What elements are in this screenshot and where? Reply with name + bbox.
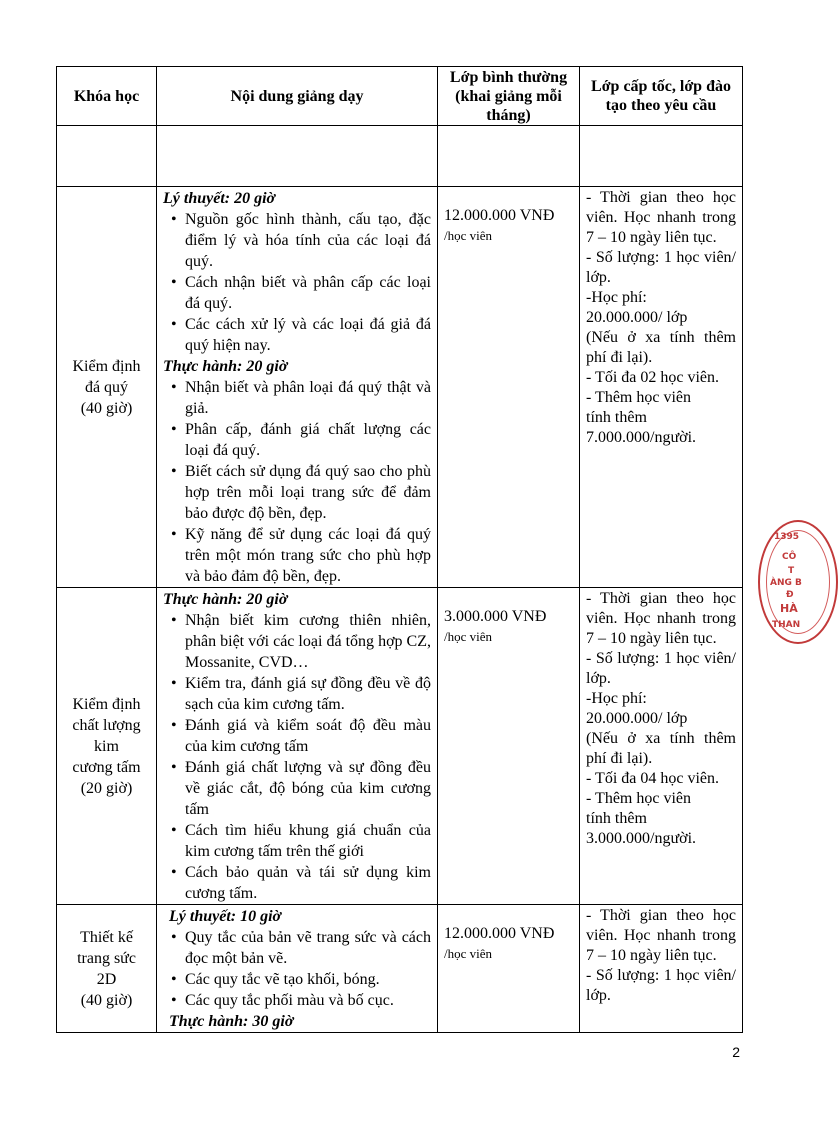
content-list [163,610,431,904]
table-row-empty [57,126,743,187]
detail-line: - Thêm học viên [586,790,692,807]
detail-line: - Thời gian theo học viên. Học nhanh trong 7 – 10 ngày liên tục. [586,590,736,647]
list-item: • Đánh giá chất lượng và sự đồng đều về giác cắt, độ bóng của kim cương tấm [173,757,431,820]
list-item: • Kỹ năng để sử dụng các loại đá quý trên một món trang sức cho phù hợp và bảo đảm độ bền, đẹp. [173,524,431,587]
list-item: • Cách nhận biết và phân cấp các loại đá quý. [173,272,431,314]
detail-line: - Số lượng: 1 học viên/ lớp. [586,650,736,687]
table-header-row [57,67,743,126]
detail-line: 20.000.000/ lớp [586,309,688,326]
detail-line: - Số lượng: 1 học viên/ lớp. [586,967,736,1004]
detail-line: - Số lượng: 1 học viên/ lớp. [586,249,736,286]
price-value: 3.000.000 VNĐ [444,608,547,625]
section-title: Thực hành: 20 giờ [163,591,288,608]
detail-line: - Tối đa 02 học viên. [586,369,720,386]
detail-line: - Thời gian theo học viên. Học nhanh trong 7 – 10 ngày liên tục. [586,189,736,246]
detail-line: 7.000.000/người. [586,429,697,446]
list-item: • Nhận biết kim cương thiên nhiên, phân biệt với các loại đá tổng hợp CZ, Mossanite, CVD… [173,610,431,673]
table-row [57,905,743,1033]
section-title: Lý thuyết: 20 giờ [163,190,276,207]
section-title: Lý thuyết: 10 giờ [169,908,282,925]
course-content [157,905,438,1033]
table-row [57,187,743,588]
table-row [57,588,743,905]
detail-line: 20.000.000/ lớp [586,710,688,727]
detail-line: (Nếu ở xa tính thêm phí đi lại). [586,329,736,366]
list-item: • Đánh giá và kiểm soát độ đều màu của kim cương tấm [173,715,431,757]
header-express-class: Lớp cấp tốc, lớp đào tạo theo yêu cầu [580,67,743,126]
express-details [580,905,743,1033]
list-item: • Kiểm tra, đánh giá sự đồng đều về độ sạch của kim cương tấm. [173,673,431,715]
header-regular-class: Lớp bình thường (khai giảng mỗi tháng) [438,67,580,126]
price-unit: /học viên [444,228,493,243]
list-item: • Các cách xử lý và các loại đá giả đá quý hiện nay. [173,314,431,356]
regular-price [438,187,580,588]
list-item: • Biết cách sử dụng đá quý sao cho phù hợp trên mỗi loại trang sức để đảm bảo được độ bền, đẹp. [173,461,431,524]
section-title: Thực hành: 30 giờ [169,1013,294,1030]
company-seal: 1395 CÔ T ÀNG B Đ HÀ THAN [758,520,838,644]
detail-line: tính thêm [586,409,647,426]
list-item: • Nguồn gốc hình thành, cấu tạo, đặc điểm lý và hóa tính của các loại đá quý. [173,209,431,272]
course-name: Kiểm định đá quý (40 giờ) [57,187,157,588]
course-name: Thiết kế trang sức 2D (40 giờ) [57,905,157,1033]
page-number: 2 [732,1044,740,1060]
price-value: 12.000.000 VNĐ [444,207,555,224]
detail-line: tính thêm [586,810,647,827]
section-title: Thực hành: 20 giờ [163,358,288,375]
price-unit: /học viên [444,946,493,961]
list-item: • Phân cấp, đánh giá chất lượng các loại đá quý. [173,419,431,461]
list-item: • Nhận biết và phân loại đá quý thật và giả. [173,377,431,419]
header-course: Khóa học [57,67,157,126]
course-content [157,588,438,905]
list-item: • Quy tắc của bản vẽ trang sức và cách đọc một bản vẽ. [173,927,431,969]
regular-price [438,905,580,1033]
detail-line: - Tối đa 04 học viên. [586,770,720,787]
detail-line: (Nếu ở xa tính thêm phí đi lại). [586,730,736,767]
course-name: Kiểm định chất lượng kim cương tấm (20 giờ) [57,588,157,905]
detail-line: -Học phí: [586,690,647,707]
detail-line: - Thời gian theo học viên. Học nhanh trong 7 – 10 ngày liên tục. [586,907,736,964]
list-item: • Các quy tắc vẽ tạo khối, bóng. [173,969,431,990]
list-item: • Cách bảo quản và tái sử dụng kim cương tấm. [173,862,431,904]
detail-line: 3.000.000/người. [586,830,697,847]
price-value: 12.000.000 VNĐ [444,925,555,942]
content-list [163,209,431,356]
regular-price [438,588,580,905]
header-content: Nội dung giảng dạy [157,67,438,126]
list-item: • Các quy tắc phối màu và bố cục. [173,990,431,1011]
course-content [157,187,438,588]
content-list [163,927,431,1011]
detail-line: - Thêm học viên [586,389,692,406]
course-table [56,66,743,1033]
express-details [580,588,743,905]
list-item: • Cách tìm hiểu khung giá chuẩn của kim cương tấm trên thế giới [173,820,431,862]
detail-line: -Học phí: [586,289,647,306]
express-details [580,187,743,588]
price-unit: /học viên [444,629,493,644]
content-list [163,377,431,587]
